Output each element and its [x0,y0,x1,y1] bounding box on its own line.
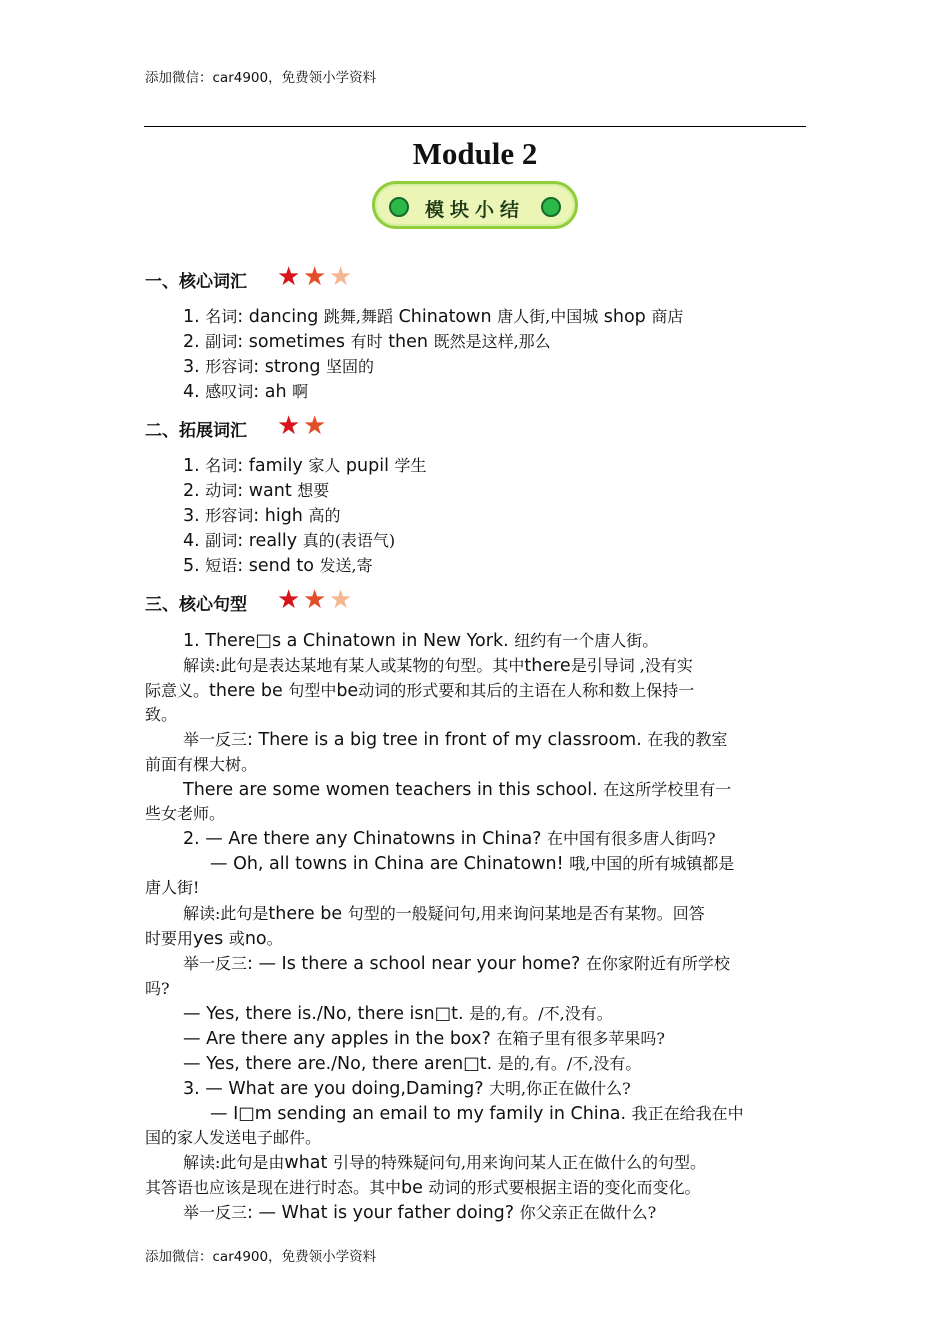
sentence-line [183,902,705,926]
english-text: there be [209,681,289,701]
english-text: 4. [183,382,206,402]
english-text: □ [238,1104,255,1124]
vocab-item [183,355,374,379]
chinese-text: 大明,你正在做什么? [489,1079,631,1098]
chinese-text: 真的(表语气) [302,531,396,550]
english-text: be [401,1178,429,1198]
english-text: : want [237,481,298,501]
chinese-text: 前面有棵大树。 [145,755,258,774]
english-text: 3. [183,357,206,377]
chinese-text: 唐人街! [145,878,200,897]
chinese-text: 短语 [205,556,238,575]
star-icon: ★ [277,411,301,441]
english-text: pupil [340,456,395,476]
english-text: 2. [183,332,206,352]
sentence-line [145,1126,321,1150]
english-text: — Yes, there are./No, there aren [183,1054,464,1074]
sentence-line [145,927,283,951]
chinese-text: 国的家人发送电子邮件。 [145,1128,322,1147]
chinese-text: 其答语也应该是现在进行时态。其中 [145,1178,402,1197]
chinese-text: 动词的形式要和其后的主语在人称和数上保持一 [358,681,695,700]
green-dot-icon [541,197,561,217]
english-text: 1. There [183,631,256,651]
sentence-line [183,1027,665,1051]
english-text: 2. [183,481,206,501]
star-icon: ★ [277,585,301,615]
chinese-text: 跳舞,舞蹈 [323,307,394,326]
header-divider [144,126,806,127]
english-text: : dancing [237,307,324,327]
section-heading: 一、核心词汇 [145,272,247,292]
english-text: : high [253,506,309,526]
chinese-text: 家人 [308,456,341,475]
sentence-line [183,728,727,752]
chinese-text: 解读:此句是由 [183,1153,285,1172]
english-text: : ah [253,382,293,402]
sentence-line [183,1077,631,1101]
chinese-text: 唐人街,中国城 [497,307,599,326]
sentence-line [210,1102,744,1126]
page-title: Module 2 [412,136,538,171]
chinese-text: 动词的形式要根据主语的变化而变化。 [428,1178,701,1197]
chinese-text: 既然是这样,那么 [433,332,551,351]
chinese-text: 形容词 [205,357,254,376]
vocab-item [183,529,395,553]
english-text: : family [237,456,309,476]
sentence-line [145,802,225,826]
chinese-text: 想要 [297,481,330,500]
chinese-text: 名词 [205,307,238,326]
english-text: : really [237,531,303,551]
module-summary-badge [372,181,578,229]
section-heading: 三、核心句型 [145,595,247,615]
star-icon: ★ [329,585,353,615]
english-text: — Oh, all towns in China are Chinatown! [210,854,570,874]
english-text: □ [463,1054,480,1074]
chinese-text: 副词 [205,332,238,351]
chinese-text: 在中国有很多唐人街吗? [547,829,716,848]
chinese-text: 有时 [350,332,383,351]
chinese-text: 在箱子里有很多苹果吗? [496,1029,665,1048]
badge-label: 模块小结 [424,199,525,221]
star-icon: ★ [277,262,301,292]
chinese-text: 举一反三 [183,1203,248,1222]
english-text: 1. [183,456,206,476]
chinese-text: 些女老师。 [145,804,226,823]
chinese-text: 坚固的 [326,357,375,376]
chinese-text: 商店 [651,307,684,326]
star-icon: ★ [303,585,327,615]
vocab-item [183,554,373,578]
vocab-item [183,454,427,478]
chinese-text: 高的 [308,506,341,525]
sentence-line [145,753,257,777]
english-text: be [336,681,359,701]
sentence-line [183,1002,613,1026]
english-text: □ [255,631,272,651]
sentence-line [145,703,177,727]
star-icon: ★ [329,262,353,292]
english-text: no [244,929,267,949]
vocab-item [183,504,340,528]
english-text: 3. [183,506,206,526]
vocab-item [183,479,329,503]
english-text: : — What is your father doing? [247,1203,520,1223]
english-text: — Are there any apples in the box? [183,1029,497,1049]
chinese-text: 我正在给我在中 [631,1104,744,1123]
chinese-text: 时要用 [145,929,194,948]
sentence-line [183,778,731,802]
chinese-text: 是的,有。/不,没有。 [469,1004,613,1023]
section-heading: 二、拓展词汇 [145,421,247,441]
chinese-text: 。 [266,929,283,948]
chinese-text: 在你家附近有所学校 [585,954,730,973]
chinese-text: 引导的特殊疑问句,用来询问某人正在做什么的句型。 [332,1153,707,1172]
english-text: : sometimes [237,332,351,352]
sentence-line [183,654,693,678]
chinese-text: 名词 [205,456,238,475]
chinese-text: 在我的教室 [647,730,728,749]
english-text: 1. [183,307,206,327]
english-text: yes [193,929,229,949]
star-icon: ★ [303,411,327,441]
chinese-text: 吗? [145,979,170,998]
english-text: 5. [183,556,206,576]
english-text: Chinatown [393,307,498,327]
chinese-text: 感叹词 [205,382,254,401]
star-icon: ★ [303,262,327,292]
vocab-item [183,330,551,354]
sentence-line [183,629,658,653]
chinese-text: 动词 [205,481,238,500]
english-text: there be [268,904,348,924]
sentence-line [183,1052,641,1076]
english-text: — I [210,1104,239,1124]
chinese-text: 举一反三 [183,730,248,749]
chinese-text: 形容词 [205,506,254,525]
chinese-text: 是引导词 ,没有实 [570,656,693,675]
chinese-text: 是的,有。/不,没有。 [497,1054,642,1073]
chinese-text: 句型的一般疑问句,用来询问某地是否有某物。回答 [347,904,705,923]
chinese-text: 举一反三 [183,954,248,973]
chinese-text: 你父亲正在做什么? [519,1203,657,1222]
chinese-text: 啊 [292,382,309,401]
chinese-text: 解读:此句是表达某地有某人或某物的句型。其中 [183,656,525,675]
chinese-text: 副词 [205,531,238,550]
english-text: t. [479,1054,498,1074]
english-text: — Yes, there is./No, there isn [183,1004,435,1024]
sentence-line [145,679,694,703]
english-text: : strong [253,357,326,377]
english-text: what [284,1153,333,1173]
english-text: m sending an email to my family in China. [254,1104,632,1124]
english-text: s a Chinatown in New York. [271,631,515,651]
english-text: 4. [183,531,206,551]
english-text: : There is a big tree in front of my classroom. [247,730,648,750]
chinese-text: 或 [228,929,245,948]
header-watermark-note: 添加微信：car4900，免费领小学资料 [145,70,377,86]
english-text: 3. — What are you doing,Daming? [183,1079,490,1099]
chinese-text: 纽约有一个唐人街。 [514,631,659,650]
sentence-line [183,952,730,976]
english-text: □ [434,1004,452,1024]
sentence-line [183,1201,656,1225]
chinese-text: 解读:此句是 [183,904,269,923]
english-text: t. [451,1004,470,1024]
sentence-line [183,1151,706,1175]
chinese-text: 致。 [145,705,178,724]
chinese-text: 句型中 [288,681,337,700]
english-text: : — Is there a school near your home? [247,954,586,974]
english-text: then [382,332,434,352]
chinese-text: 际意义。 [145,681,210,700]
chinese-text: 发送,寄 [319,556,373,575]
english-text: 2. — Are there any Chinatowns in China? [183,829,548,849]
vocab-item [183,305,683,329]
english-text: : send to [237,556,320,576]
english-text: shop [598,307,652,327]
chinese-text: 哦,中国的所有城镇都是 [569,854,735,873]
chinese-text: 在这所学校里有一 [603,780,732,799]
sentence-line [145,977,170,1001]
vocab-item [183,380,308,404]
chinese-text: 学生 [394,456,427,475]
sentence-line [145,1176,700,1200]
english-text: There are some women teachers in this school. [183,780,604,800]
sentence-line [145,876,199,900]
sentence-line [210,852,734,876]
sentence-line [183,827,716,851]
footer-watermark-note: 添加微信：car4900，免费领小学资料 [145,1249,377,1265]
english-text: there [524,656,571,676]
